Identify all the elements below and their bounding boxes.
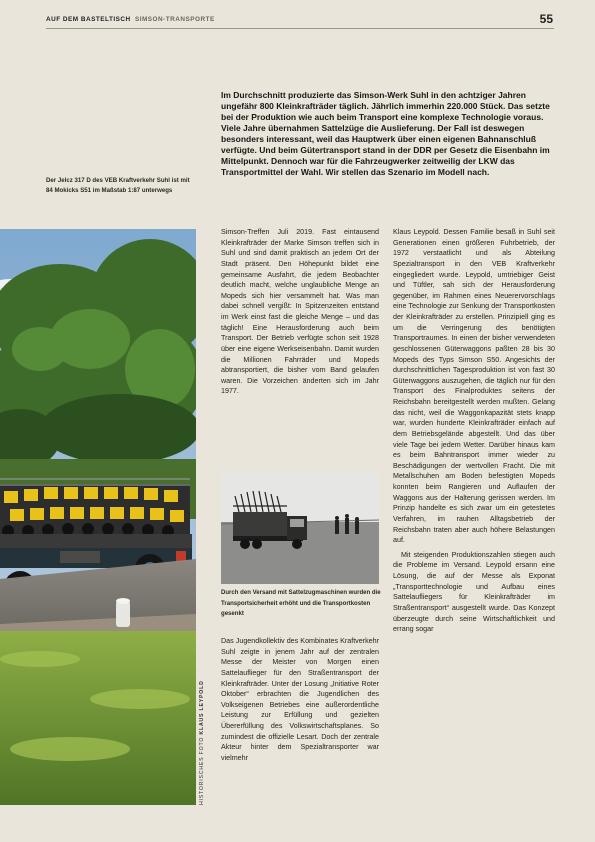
photo-credit-author: KLAUS LEYPOLD [199, 680, 205, 735]
lead-paragraph: Im Durchschnitt produzierte das Simson-Werk Suhl in den achtziger Jahren ungefähr 800 Kleinkrafträder täglich. Jährlich immerhin 220.000 Stück. Das setzte bei der Produktion wie auch beim Transport eine komplexe Technologie voraus. Viele Jahre übernahmen Sattelzüge die Auslieferung. Der Fall ist deswegen besonders interessant, weil das Hauptwerk über einen eigenen Bahnanschluß verfügte. Und beim Gütertransport stand in der DDR per Gesetz die Eisenbahn im Mittelpunkt. Dennoch war für die Fahrzeugwerker zeitweilig der LKW das Transportmittel der Wahl. Wir stellen das Szenario im Modell nach. [221, 90, 550, 178]
paragraph: Klaus Leypold. Dessen Familie besaß in Suhl seit Generationen einen größeren Fuhrbetrieb, der 1972 verstaatlicht und als Abteilung Spezialtransport in den VEB Kraftverkehr eingegliedert wurde. Leypold, umtriebiger Geist und Tüftler, sah sich der Herausforderung gegenüber, im Rahmen eines Neuerervorschlags eine Technologie zur Senkung der Transportkosten der Kleinkrafträder zu erstellen. Prinzipiell ging es um die Verringerung des benötigten Transportraumes. In einen der bisher verwendeten geschlossenen Güterwaggons paßten 28 bis 30 Mopeds des Typs Simson S50. Angesichts der durchschnittlichen Tagesproduktion ist von fast 30 Güterwaggons auszugehen, die täglich nur für den Transport des Finalproduktes seitens der Reichsbahn bereitgestellt werden mußten. Gelang das nicht, weil die Waggonkapazität stets knapp war, wurden hunderte Kleinkrafträder einfach auf dem Betriebsgelände abgestellt. Und das über viele Tage bei jedem Wetter. Darüber hinaus kam es beim Bahntransport immer wieder zu Beschädigungen der wertvollen Fracht. Die mit Metallschuhen am Boden befestigten Mopeds konnten beim Rangieren und Auflaufen der Waggons aus der Halterung gerissen werden. Im Prinzip handelte es sich zwar um ein getestetes Verfahren, im rauhen Alltagsbetrieb der Reichsbahn traten aber auch höhere Belastungen auf. [393, 228, 555, 545]
text-column-1-bottom [221, 636, 379, 764]
main-photo-caption: Der Jelcz 317 D des VEB Kraftverkehr Suhl ist mit 84 Mokicks S51 im Maßstab 1:87 unterwegs [46, 177, 190, 194]
historic-photo-truck [221, 472, 379, 584]
header-rule [46, 28, 554, 29]
paragraph: Mit steigenden Produktionszahlen stiegen auch die Probleme im Versand. Leypold ersann eine Lösung, die auf der Messe als Exponat „Transporttechnologie und Aufbau eines Sattelaufliegers für Kleinkrafträder im Straßentransport“ ausgestellt wurde. Das Konzept überzeugte durch seine Wirtschaftlichkeit und errang sogar [393, 550, 555, 634]
running-head [46, 16, 215, 23]
paragraph: Simson-Treffen Juli 2019. Fast eintausend Kleinkrafträder der Marke Simson treffen sich in Suhl und sind damit praktisch an jedem Ort der Stadt präsent. Den Höhepunkt bildet eine gemeinsame Ausfahrt, die jedem Beobachter deutlich macht, welche unglaubliche Menge an Mopeds sich hier versammelt hat. Was man dabei schnell vergißt: In Spitzenzeiten entstand im Werk einst fast die gleiche Menge – und das täglich! Eine Herausforderung auch beim Transport. Der Betrieb verfügte schon seit 1928 über eine eigene Werkseisenbahn. Damit wurden die Millionen Fahrräder und Mopeds abtransportiert, die bisher vom Band gelaufen waren. Die Vorzeichen änderten sich im Jahr 1977. [221, 228, 379, 396]
photo-credit-label: HISTORISCHES FOTO [199, 736, 205, 805]
page-number: 55 [539, 12, 553, 26]
model-truck-illustration [0, 229, 196, 805]
paragraph: Das Jugendkollektiv des Kombinates Kraftverkehr Suhl zeigte in jenem Jahr auf der zentralen Messe der Meister von Morgen einen Sattelauflieger für den Straßentransport der Kleinkrafträder. Unter der Losung „Initiative Roter Oktober“ erbrachten die Jugendlichen des Volkseigenen Betriebes eine außerordentliche Leistung zur Erfüllung und gezielten Übererfüllung des Volkswirtschaftsplanes. So zumindest die offizielle Lesart. Doch der zentrale Akteur hinter dem Spezialtransporter war vielmehr [221, 637, 379, 762]
text-column-1-top [221, 227, 379, 397]
historic-photo-caption: Durch den Versand mit Sattelzugmaschinen wurden die Transportsicherheit erhöht und die Transportkosten gesenkt [221, 590, 381, 618]
main-photo-model-truck [0, 229, 196, 805]
photo-credit [199, 680, 209, 805]
historic-truck-illustration [221, 472, 379, 584]
section-name: SIMSON-TRANSPORTE [134, 16, 215, 23]
running-title: AUF DEM BASTELTISCH [46, 16, 131, 23]
text-column-2 [393, 227, 555, 635]
